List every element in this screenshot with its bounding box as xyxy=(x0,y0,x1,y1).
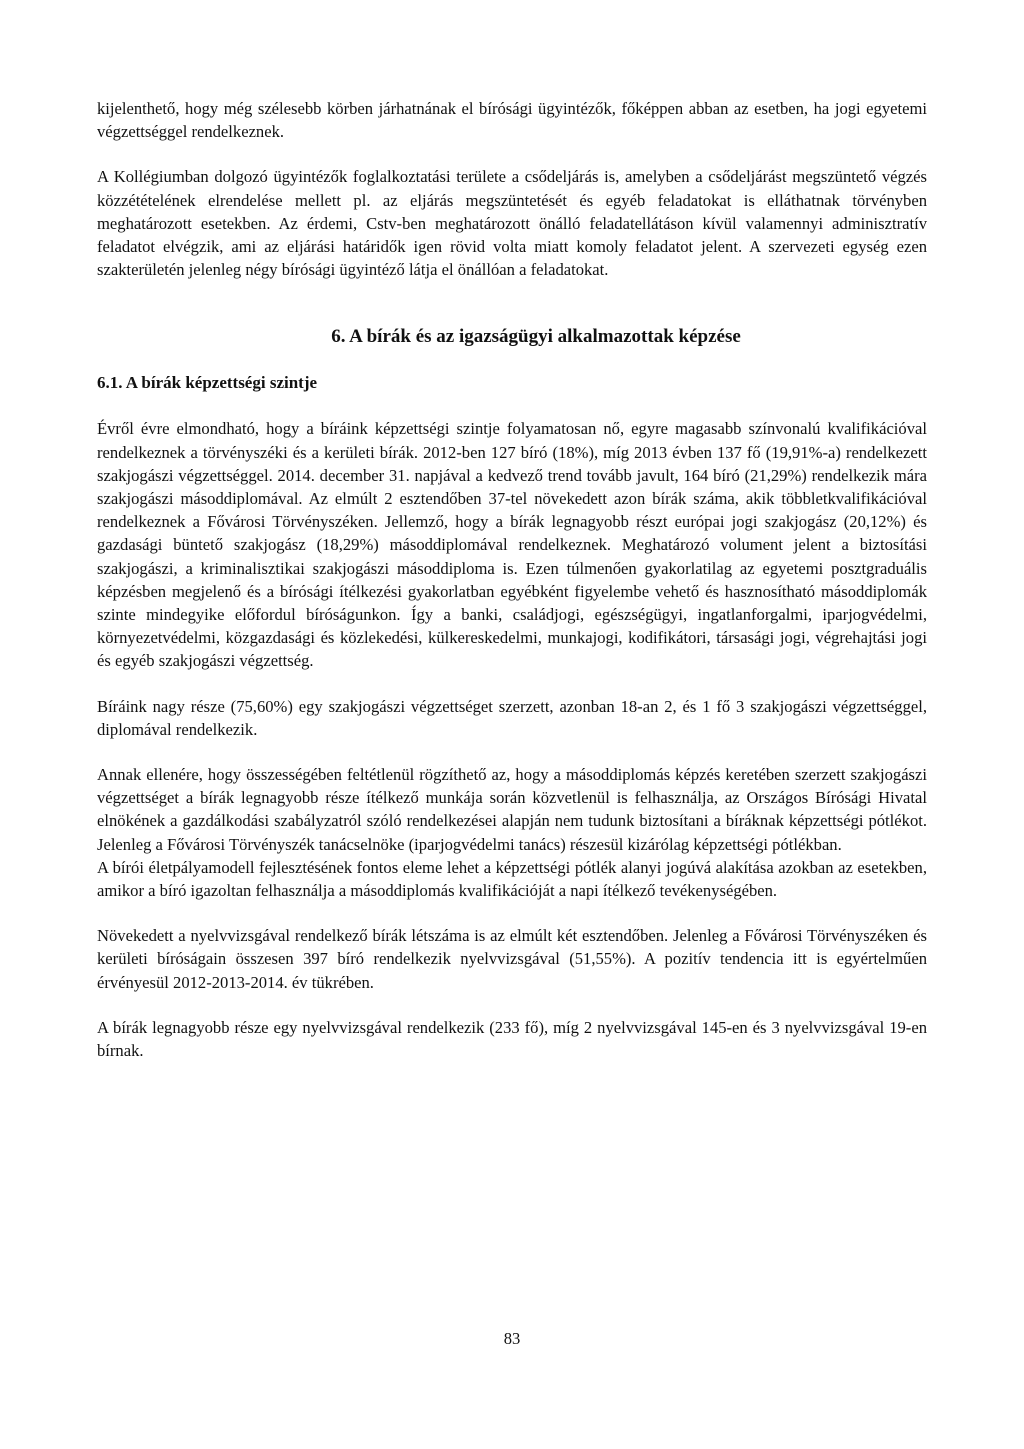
document-page xyxy=(97,97,927,1062)
paragraph-language-exam: Növekedett a nyelvvizsgával rendelkező bírák létszáma is az elmúlt két esztendőben. Jelenleg a Fővárosi Törvényszéken és kerületi bíróságain összesen 397 bíró rendelkezik nyelvvizsgával (51,55%). A pozitív tendencia itt is egyértelműen érvényesül 2012-2013-2014. év tükrében. xyxy=(97,926,927,992)
page-number: 83 xyxy=(503,1329,521,1348)
paragraph-intro-continuation: kijelenthető, hogy még szélesebb körben járhatnának el bírósági ügyintézők, főképpen abban az esetben, ha jogi egyetemi végzettséggel rendelkeznek. xyxy=(97,99,927,142)
paragraph-qualification-allowance: Annak ellenére, hogy összességében feltétlenül rögzíthető az, hogy a másoddiplomás képzés keretében szerzett szakjogászi végzettséget a bírák legnagyobb része ítélkező munkája során közvetlenül is felhasználja, az Országos Bírósági Hivatal elnökének a gazdálkodási szabályzatról szóló rendelkezései alapján nem tudunk biztosítani a bíráknak képzettségi pótlékot. Jelenleg a Fővárosi Törvényszék tanácselnöke (iparjogvédelmi tanács) részesül kizárólag képzettségi pótlékban. xyxy=(97,765,927,854)
section-heading: 6.1. A bírák képzettségi szintje xyxy=(97,373,318,393)
paragraph-language-exam-breakdown: A bírák legnagyobb része egy nyelvvizsgával rendelkezik (233 fő), míg 2 nyelvvizsgával 145-en és 3 nyelvvizsgával 19-en bírnak. xyxy=(97,1017,927,1061)
paragraph-bankruptcy-clerks: A Kollégiumban dolgozó ügyintézők foglalkoztatási területe a csődeljárás is, amelyben a csődeljárást megszüntető végzés közzétételének elrendelése mellett pl. az eljárás megszüntetését és egyéb feladatokat is elláthatnak törvényben meghatározott esetekben. Az érdemi, Cstv-ben meghatározott önálló feladatellátáson kívül valamennyi adminisztratív feladatot elvégzik, ami az eljárási határidők igen rövid volta miatt komoly feladatot jelent. A szervezeti egység ezen szakterületén jelenleg négy bírósági ügyintéző látja el önállóan a feladatokat. xyxy=(97,167,927,280)
chapter-heading: 6. A bírák és az igazságügyi alkalmazottak képzése xyxy=(331,326,741,348)
paragraph-degree-count: Bíráink nagy része (75,60%) egy szakjogászi végzettséget szerzett, azonban 18-an 2, és 1 fő 3 szakjogászi végzettséggel, diplomával rendelkezik. xyxy=(97,696,927,739)
paragraph-qualification-level: Évről évre elmondható, hogy a bíráink képzettségi szintje folyamatosan nő, egyre magasabb színvonalú kvalifikációval rendelkeznek a törvényszéki és a kerületi bírák. 2012-ben 127 bíró (18%), míg 2013 évben 137 fő (19,91%-a) rendelkezett szakjogászi végzettséggel. 2014. december 31. napjával a kedvező trend tovább javult, 164 bíró (21,29%) rendelkezik mára szakjogászi másoddiplomával. Az elmúlt 2 esztendőben 37-tel növekedett azon bírák száma, akik többletkvalifikációval rendelkeznek a Fővárosi Törvényszéken. Jellemző, hogy a bírák legnagyobb részt európai jogi szakjogász (20,12%) és gazdasági büntető szakjogász (18,29%) másoddiplomával rendelkeznek. Meghatározó volument jelent a biztosítási szakjogászi, a kriminalisztikai szakjogászi másoddiploma is. Ezen túlmenően gyakorlatilag az egyetemi posztgraduális képzésben megjelenő és a bírósági ítélkezési gyakorlatban egyébként figyelembe vehető és hasznosítható másoddiplomák szinte mindegyike előfordul bíróságunkon. Így a banki, családjogi, egészségügyi, ingatlanforgalmi, iparjogvédelmi, környezetvédelmi, közgazdasági és közlekedési, külkereskedelmi, munkajogi, kodifikátori, társasági jogi, végrehajtási jogi és egyéb szakjogászi végzettség. xyxy=(97,419,927,671)
paragraph-career-model: A bírói életpályamodell fejlesztésének fontos eleme lehet a képzettségi pótlék alanyi jogúvá alakítása azokban az esetekben, amikor a bíró igazoltan felhasználja a másoddiplomás kvalifikációját a napi ítélkező tevékenységében. xyxy=(97,857,927,901)
